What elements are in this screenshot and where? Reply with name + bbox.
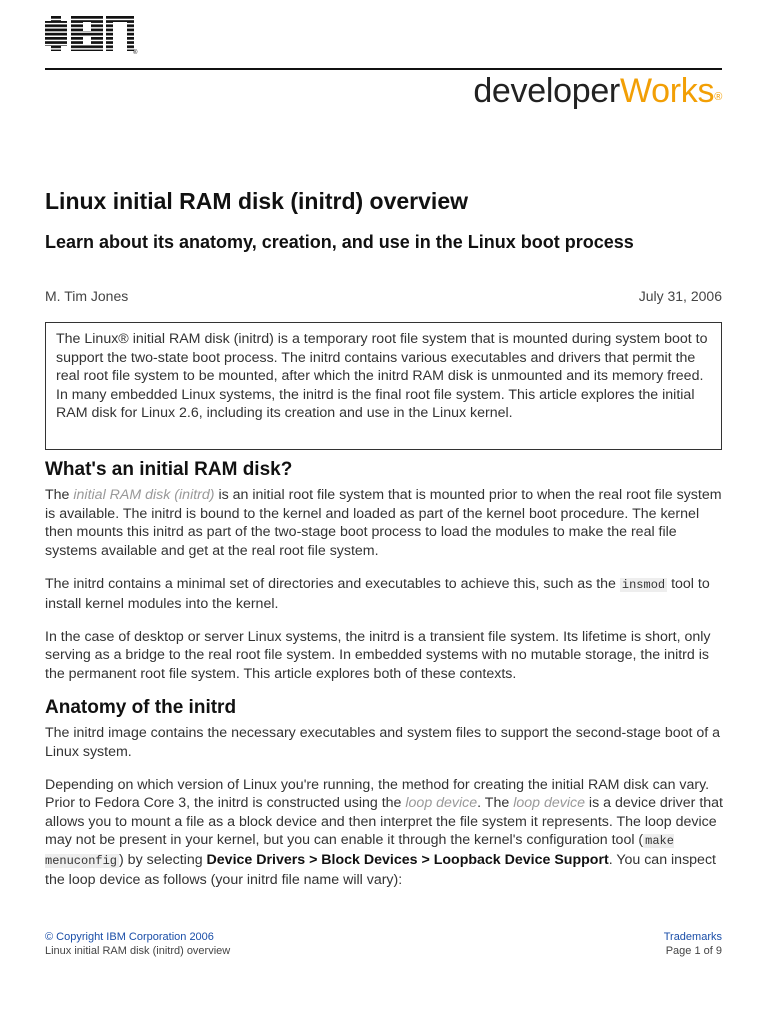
brand-registered-mark: ® xyxy=(714,91,722,103)
section-heading-initial-ram-disk: What's an initial RAM disk? xyxy=(45,459,293,480)
text-run: Depending on which version of Linux you're running, the method for creating the initial RAM disk can vary. Prior to Fedora Core 3, the initrd is constructed using the xyxy=(45,776,710,812)
copyright-link[interactable]: © Copyright IBM Corporation 2006 xyxy=(45,931,214,943)
article-body xyxy=(45,455,723,889)
text-run: . The xyxy=(477,795,514,812)
abstract-box xyxy=(45,322,722,450)
abstract-text: The Linux® initial RAM disk (initrd) is a temporary root file system that is mounted during system boot to support the two-state boot process. The initrd contains various executables and drivers that permit the real root file system to be mounted, after which the initrd RAM disk is unmounted and its memory freed. In many embedded Linux systems, the initrd is the final root file system. This article explores the initial RAM disk for Linux 2.6, including its creation and use in the Linux kernel. xyxy=(56,331,708,422)
term-loop-device-2: loop device xyxy=(513,795,585,812)
text-run: is an initial root file system that is mounted prior to when the real root file system is available. The initrd is bound to the kernel and loaded as part of the kernel boot procedure. The kernel then mounts this initrd as part of the two-stage boot process to load the modules to make the real file systems available and get at the real root file system. xyxy=(45,487,722,559)
code-insmod: insmod xyxy=(621,578,666,593)
section1-paragraph-3: In the case of desktop or server Linux systems, the initrd is a transient file system. Its lifetime is short, only serving as a bridge to the real root file system. In embedded systems with no mutable storage, the initrd is the permanent root file system. This article explores both of these contexts. xyxy=(45,628,711,682)
trademarks-link[interactable]: Trademarks xyxy=(663,931,722,943)
author-name: M. Tim Jones xyxy=(45,288,129,304)
logo-registered-mark: ® xyxy=(133,50,138,56)
text-run: ) by selecting xyxy=(119,851,207,868)
text-run: . You can inspect the loop device as follows (your initrd file name will vary): xyxy=(45,851,716,888)
article-meta xyxy=(45,288,722,304)
section2-paragraph-1: The initrd image contains the necessary executables and system files to support the second-stage boot of a Linux system. xyxy=(45,725,721,760)
section1-paragraph-1 xyxy=(45,486,723,560)
section-heading-anatomy: Anatomy of the initrd xyxy=(45,697,237,719)
header-rule xyxy=(45,68,722,70)
section1-paragraph-2 xyxy=(45,575,723,613)
text-run: is a device driver that allows you to mount a file as a block device and then interpret the file system it represents. The loop device may not be present in your kernel, but you can enable it through the kernel's configuration tool ( xyxy=(45,795,723,849)
footer-doc-title: Linux initial RAM disk (initrd) overview xyxy=(45,945,231,957)
publish-date: July 31, 2006 xyxy=(638,288,722,304)
section2-paragraph-2 xyxy=(45,776,723,890)
footer-left xyxy=(45,930,230,958)
ibm-logo-graphic xyxy=(45,16,140,56)
ibm-logo xyxy=(45,16,140,61)
term-loop-device: loop device xyxy=(405,795,478,812)
brand-suffix: Works xyxy=(619,72,715,110)
developerworks-brand xyxy=(473,72,722,111)
term-initial-ram-disk: initial RAM disk (initrd) xyxy=(73,487,215,503)
page-number: Page 1 of 9 xyxy=(665,945,722,957)
text-run: tool to install kernel modules into the kernel. xyxy=(45,576,710,612)
menu-path: Device Drivers > Block Devices > Loopback Device Support xyxy=(206,851,609,868)
article-subtitle: Learn about its anatomy, creation, and use in the Linux boot process xyxy=(45,232,634,252)
text-run: The initrd contains a minimal set of directories and executables to achieve this, such as the xyxy=(45,576,620,593)
text-run: The xyxy=(45,487,74,503)
code-make-menuconfig: make menuconfig xyxy=(45,834,674,868)
brand-prefix: developer xyxy=(473,72,620,110)
footer-right xyxy=(664,930,722,958)
article-title: Linux initial RAM disk (initrd) overview xyxy=(45,188,468,214)
